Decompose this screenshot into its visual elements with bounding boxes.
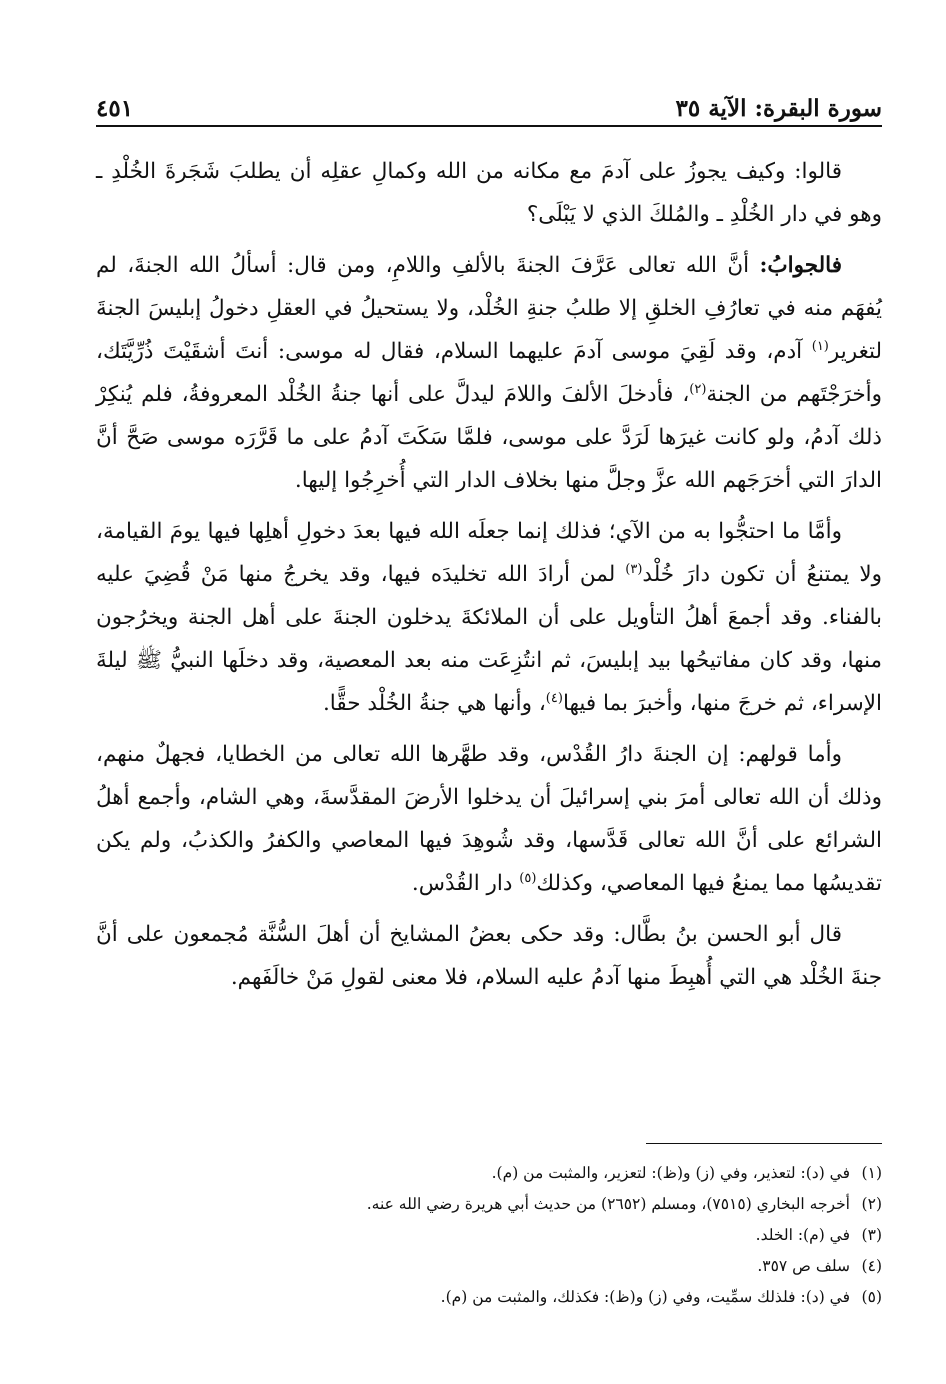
paragraph <box>96 733 882 905</box>
footnote-number: (٥) <box>861 1288 882 1306</box>
paragraph-text: ، وأنها هي جنةُ الخُلْد حقًّا. <box>322 691 546 716</box>
paragraph-text: قالوا: وكيف يجوزُ على آدمَ مع مكانه من الله وكمالِ عقلِه أن يطلبَ شَجَرةَ الخُلْدِ ـ وهو في دار الخُلْدِ ـ والمُلكَ الذي لا يَبْلَى؟ <box>96 159 882 227</box>
footnote-item <box>96 1282 882 1313</box>
footnote-reference: (٣) <box>625 561 643 577</box>
surah-title: سورة البقرة: الآية ٣٥ <box>675 95 882 122</box>
paragraph-text: لمن أرادَ الله تخليدَه فيها، وقد يخرجُ منها مَنْ قُضِيَ عليه بالفناء. وقد أجمعَ أهلُ التأويل على أن الملائكةَ يدخلون الجنةَ على أهل الجنة ويخرُجون منها، وقد كان مفاتيحُها بيد إبليسَ، ثم انتُزِعَت منه بعد المعصية، وقد دخلَها النبيُّ ﷺ ليلةَ الإسراء، ثم خرجَ منها، وأخبرَ بما فيها <box>96 562 882 716</box>
footnote-divider <box>646 1143 882 1144</box>
footnote-item <box>96 1220 882 1251</box>
header-divider <box>96 125 882 127</box>
footnote-item <box>96 1251 882 1282</box>
paragraph <box>96 510 882 725</box>
footnote-reference: (١) <box>811 338 829 354</box>
answer-lead: فالجوابُ: <box>759 253 842 278</box>
book-page <box>96 0 882 1384</box>
paragraph-text: دار القُدْس. <box>411 871 520 896</box>
running-header <box>96 88 882 122</box>
paragraph-text: آدم، وقد لَقِيَ موسى آدمَ عليهما السلام، فقال له موسى: أنتَ أشقَيْتَ ذُرِّيَّتَك، وأخرَجْتَهم من الجنة <box>96 339 882 407</box>
footnote-text: في (م): الخلد. <box>755 1226 850 1244</box>
footnote-number: (٣) <box>861 1226 882 1244</box>
footnote-number: (١) <box>861 1164 882 1182</box>
footnote-reference: (٤) <box>545 690 563 706</box>
paragraph-text: ، فأدخلَ الألفَ واللامَ ليدلَّ على أنها جنةُ الخُلْد المعروفةُ، فلم يُنكِرْ ذلك آدمُ، ولو كانت غيرَها لَرَدَّ على موسى، فلمَّا سَكَتَ آدمُ على ما قَرَّرَه موسى صَحَّ أنَّ الدارَ التي أخرَجَهم الله عزَّ وجلَّ منها بخلاف الدار التي أُخرِجُوا إليها. <box>96 382 882 493</box>
footnote-reference: (٥) <box>519 870 537 886</box>
main-text <box>96 150 882 1007</box>
footnote-number: (٤) <box>861 1257 882 1275</box>
footnote-text: أخرجه البخاري (٧٥١٥)، ومسلم (٢٦٥٢) من حديث أبي هريرة رضي الله عنه. <box>366 1195 850 1213</box>
paragraph-text: قال أبو الحسن بنُ بطَّال: وقد حكى بعضُ المشايخ أن أهلَ السُّنَّة مُجمعون على أنَّ جنةَ الخُلْد هي التي أُهبِطَ منها آدمُ عليه السلام، فلا معنى لقولِ مَنْ خالَفَهم. <box>96 922 882 990</box>
footnotes <box>96 1158 882 1313</box>
paragraph-text: أنَّ الله تعالى عَرَّفَ الجنةَ بالألفِ واللامِ، ومن قال: أسألُ الله الجنةَ، لم يُفهَم منه في تعارُفِ الخلقِ إلا طلبُ جنةِ الخُلْد، ولا يستحيلُ في العقلِ دخولُ إبليسَ الجنةَ لتغرير <box>96 253 882 364</box>
paragraph <box>96 913 882 999</box>
footnote-item <box>96 1158 882 1189</box>
paragraph <box>96 244 882 502</box>
footnote-reference: (٢) <box>689 381 707 397</box>
paragraph <box>96 150 882 236</box>
footnote-text: في (د): فلذلك سمِّيت، وفي (ز) و(ظ): فكذلك، والمثبت من (م). <box>440 1288 850 1306</box>
paragraph-text: وأمَّا ما احتجُّوا به من الآي؛ فذلك إنما جعلَه الله فيها بعدَ دخولِ أهلِها فيها يومَ القيامة، ولا يمتنعُ أن تكون دارَ خُلْد <box>96 519 882 587</box>
footnote-text: في (د): لتعذير، وفي (ز) و(ظ): لتعزير، والمثبت من (م). <box>491 1164 850 1182</box>
footnote-item <box>96 1189 882 1220</box>
footnote-number: (٢) <box>861 1195 882 1213</box>
page-number: ٤٥١ <box>96 95 134 122</box>
footnote-text: سلف ص ٣٥٧. <box>757 1257 850 1275</box>
paragraph-text: وأما قولهم: إن الجنةَ دارُ القُدْس، وقد طهَّرها الله تعالى من الخطايا، فجهلٌ منهم، وذلك أن الله تعالى أمرَ بني إسرائيلَ أن يدخلوا الأرضَ المقدَّسةَ، وهي الشام، وأجمع أهلُ الشرائع على أنَّ الله تعالى قَدَّسها، وقد شُوهِدَ فيها المعاصي والكفرُ والكذبُ، ولم يكن تقديسُها مما يمنعُ فيها المعاصي، وكذلك <box>96 742 882 896</box>
